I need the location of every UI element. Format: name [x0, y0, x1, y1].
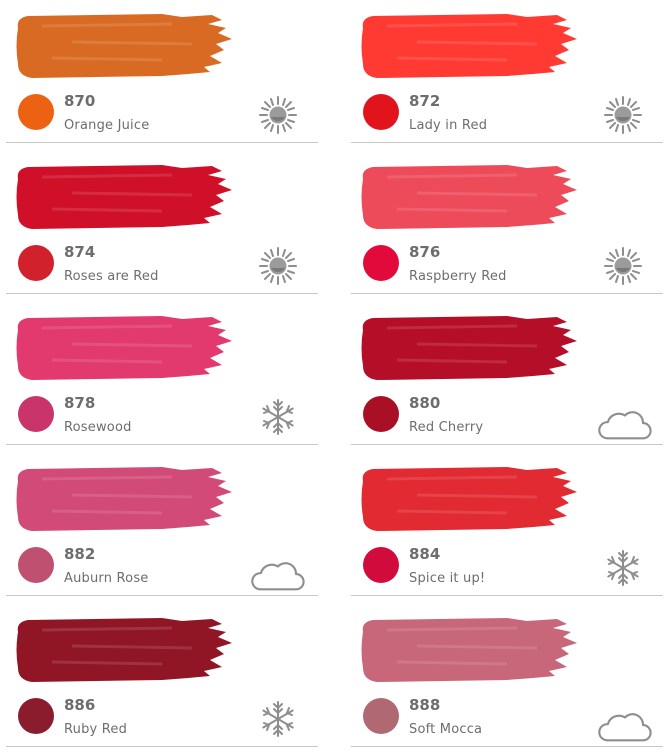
cloud-icon [595, 406, 653, 444]
divider [6, 142, 318, 143]
color-dot [18, 547, 54, 583]
sun-icon [258, 95, 298, 135]
paint-swatch [357, 157, 597, 237]
shade-code: 884 [409, 545, 441, 563]
divider [351, 595, 663, 596]
paint-swatch [357, 6, 597, 86]
color-dot [18, 698, 54, 734]
shade-card [6, 604, 318, 755]
shade-name: Spice it up! [409, 571, 486, 586]
snowflake-icon [603, 548, 643, 588]
sun-icon [603, 246, 643, 286]
shade-code: 870 [64, 92, 96, 110]
shade-name: Raspberry Red [409, 269, 507, 284]
shade-code: 876 [409, 243, 441, 261]
divider [6, 293, 318, 294]
shade-code: 886 [64, 696, 96, 714]
shade-card [351, 453, 663, 604]
shade-code: 888 [409, 696, 441, 714]
divider [6, 595, 318, 596]
paint-swatch [12, 308, 252, 388]
paint-swatch [357, 308, 597, 388]
shade-code: 882 [64, 545, 96, 563]
paint-swatch [12, 459, 252, 539]
color-dot [18, 396, 54, 432]
paint-swatch [12, 6, 252, 86]
shade-name: Lady in Red [409, 118, 488, 133]
shade-card [351, 151, 663, 302]
shade-card [351, 0, 663, 151]
divider [351, 293, 663, 294]
shade-name: Ruby Red [64, 722, 128, 737]
shade-name: Red Cherry [409, 420, 484, 435]
divider [351, 746, 663, 747]
shade-card [6, 151, 318, 302]
divider [351, 444, 663, 445]
shade-name: Rosewood [64, 420, 132, 435]
shade-card [6, 302, 318, 453]
paint-swatch [357, 610, 597, 690]
shade-code: 874 [64, 243, 96, 261]
color-dot [363, 547, 399, 583]
color-dot [363, 698, 399, 734]
divider [6, 444, 318, 445]
shade-name: Soft Mocca [409, 722, 483, 737]
shade-code: 878 [64, 394, 96, 412]
color-dot [363, 396, 399, 432]
shade-name: Orange Juice [64, 118, 150, 133]
color-dot [18, 94, 54, 130]
shade-card [351, 604, 663, 755]
paint-swatch [357, 459, 597, 539]
cloud-icon [248, 557, 306, 595]
shade-code: 880 [409, 394, 441, 412]
divider [351, 142, 663, 143]
sun-icon [603, 95, 643, 135]
color-dot [363, 245, 399, 281]
paint-swatch [12, 610, 252, 690]
snowflake-icon [258, 397, 298, 437]
shade-code: 872 [409, 92, 441, 110]
shade-card [6, 0, 318, 151]
divider [6, 746, 318, 747]
snowflake-icon [258, 699, 298, 739]
shade-name: Auburn Rose [64, 571, 149, 586]
shade-card [351, 302, 663, 453]
cloud-icon [595, 708, 653, 746]
color-dot [363, 94, 399, 130]
paint-swatch [12, 157, 252, 237]
shade-card [6, 453, 318, 604]
shade-name: Roses are Red [64, 269, 159, 284]
color-dot [18, 245, 54, 281]
sun-icon [258, 246, 298, 286]
